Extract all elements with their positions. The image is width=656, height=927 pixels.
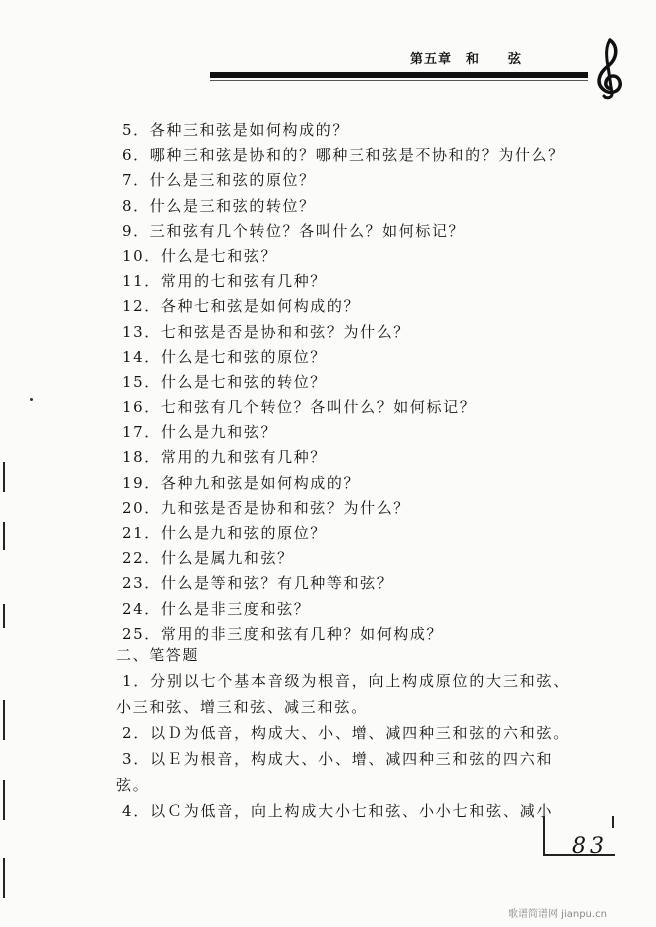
- question-item: 19．各种九和弦是如何构成的？: [122, 473, 361, 492]
- question-item: 8．什么是三和弦的转位？: [122, 196, 316, 215]
- question-item: 23．什么是等和弦？有几种等和弦？: [122, 574, 394, 593]
- running-header-title: 第五章 和 弦: [410, 52, 523, 67]
- margin-mark: [3, 604, 5, 628]
- question-item: 22．什么是属九和弦？: [122, 549, 294, 568]
- exercise-1-line-1: 1．分别以七个基本音级为根音，向上构成原位的大三和弦、: [122, 672, 571, 690]
- question-item: 25．常用的非三度和弦有几种？如何构成？: [122, 624, 444, 643]
- margin-mark: [3, 462, 5, 492]
- exercise-1-line-2: 小三和弦、增三和弦、减三和弦。: [116, 698, 369, 716]
- page-number-frame-tick: [612, 816, 614, 828]
- question-item: 13．七和弦是否是协和和弦？为什么？: [122, 322, 410, 341]
- scan-dot: [30, 398, 33, 401]
- question-item: 5．各种三和弦是如何构成的？: [122, 121, 349, 139]
- margin-mark: [3, 858, 5, 898]
- question-item: 18．常用的九和弦有几种？: [122, 448, 327, 467]
- question-item: 12．各种七和弦是如何构成的？: [122, 297, 361, 316]
- exercise-2: 2．以Ｄ为低音，构成大、小、增、减四种三和弦的六和弦。: [122, 724, 571, 742]
- question-item: 17．什么是九和弦？: [122, 423, 278, 442]
- margin-mark: [3, 780, 5, 820]
- exercise-3-line-2: 弦。: [116, 776, 150, 794]
- question-item: 20．九和弦是否是协和和弦？为什么？: [122, 498, 410, 517]
- header-rule-thin: [210, 80, 588, 81]
- question-item: 7．什么是三和弦的原位？: [122, 171, 316, 190]
- header-rule: [210, 72, 588, 78]
- question-item: 24．什么是非三度和弦？: [122, 599, 311, 618]
- margin-mark: [3, 522, 5, 550]
- question-item: 15．什么是七和弦的转位？: [122, 372, 327, 391]
- exercise-4: 4．以Ｃ为低音，向上构成大小七和弦、小小七和弦、减小: [122, 802, 554, 820]
- exercise-3-line-1: 3．以Ｅ为根音，构成大、小、增、减四种三和弦的四六和: [122, 750, 554, 768]
- question-item: 9．三和弦有几个转位？各叫什么？如何标记？: [122, 221, 466, 240]
- question-item: 21．什么是九和弦的原位？: [122, 524, 327, 542]
- question-item: 6．哪种三和弦是协和的？哪种三和弦是不协和的？为什么？: [122, 146, 565, 165]
- question-item: 10．什么是七和弦？: [122, 246, 278, 265]
- watermark: 歌谱简谱网 jianpu.cn: [508, 909, 607, 920]
- margin-mark: [3, 700, 5, 740]
- section-heading: 二、笔答题: [116, 646, 200, 664]
- question-item: 14．什么是七和弦的原位？: [122, 347, 327, 366]
- treble-clef-icon: [588, 36, 628, 100]
- page-number: 83: [572, 834, 608, 859]
- question-list: [122, 118, 602, 647]
- question-item: 11．常用的七和弦有几种？: [122, 272, 327, 291]
- question-item: 16．七和弦有几个转位？各叫什么？如何标记？: [122, 398, 477, 417]
